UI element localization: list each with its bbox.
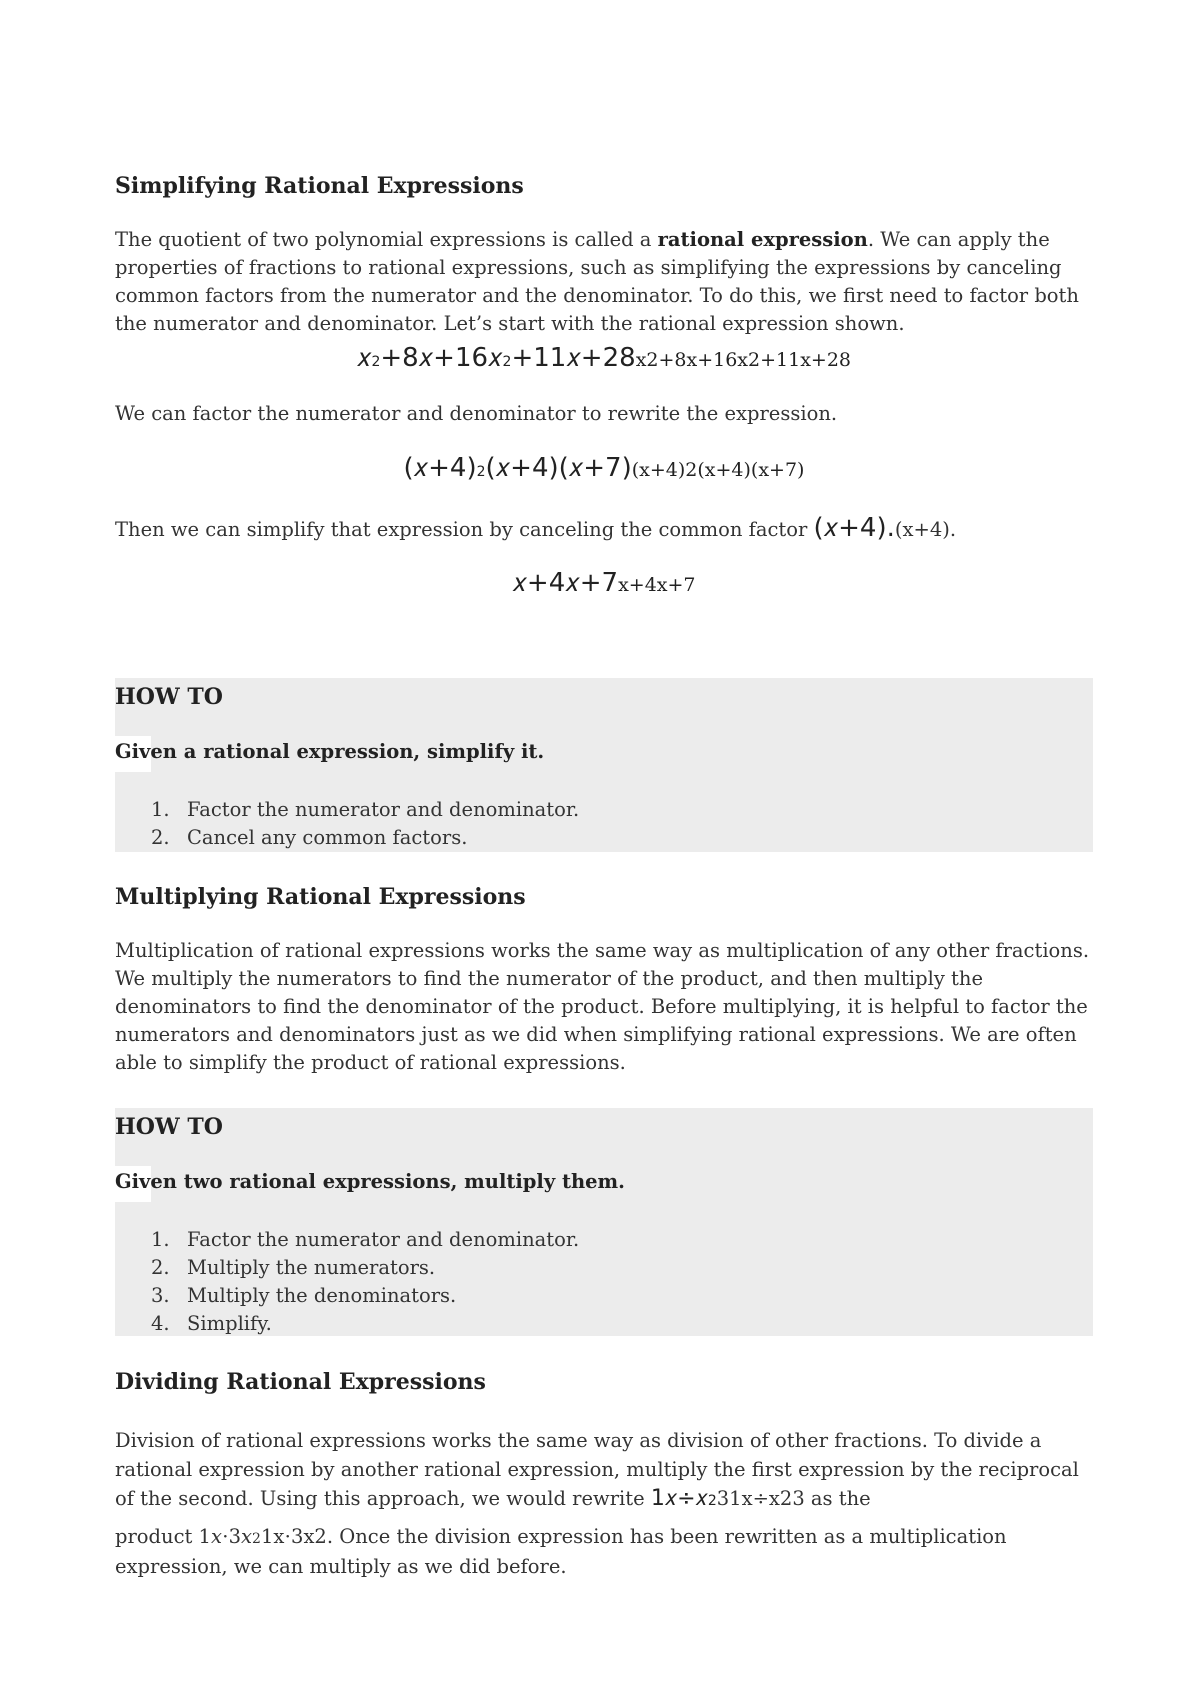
product-rendered: 1𝑥⋅3𝑥2 xyxy=(198,1525,261,1548)
divide-paragraph: Division of rational expressions works the same way as division of other fractions. To divide a rational expression by another rational expression, multiply the first expression by the reciprocal of the second. Using this approach, we would rewrite 1𝑥÷𝑥231x÷x23 as the xyxy=(115,1429,1079,1511)
section-title-dividing: Dividing Rational Expressions xyxy=(115,1369,486,1395)
howto-box-simplify xyxy=(115,678,1093,852)
product-plain: 1x⋅3x2 xyxy=(260,1525,327,1548)
common-factor-rendered: (𝑥+4). xyxy=(813,513,895,543)
common-factor-plain: (x+4). xyxy=(894,518,957,541)
term-rational-expression: rational expression xyxy=(657,228,868,251)
howto-box-multiply xyxy=(115,1108,1093,1336)
multiply-paragraph: Multiplication of rational expressions works the same way as multiplication of any other fractions. We multiply the numerators to find the numerator of the product, and then multiply the denominators to find the denominator of the product. Before multiplying, it is helpful to factor the numerators and denominators just as we did when simplifying rational expressions. We are often able to simplify the product of rational expressions. xyxy=(115,939,1090,1074)
howto-steps xyxy=(115,1226,1093,1338)
list-item: 2. Multiply the numerators. xyxy=(151,1256,436,1279)
howto-heading: HOW TO xyxy=(115,1114,223,1140)
howto-given: Given a rational expression, simplify it. xyxy=(115,740,545,763)
division-rendered: 1𝑥÷𝑥2 xyxy=(650,1486,717,1511)
list-item: 4. Simplify. xyxy=(151,1312,272,1335)
equation-2-plain: (x+4)2(x+4)(x+7) xyxy=(631,459,805,481)
product-paragraph: product 1𝑥⋅3𝑥21x⋅3x2. Once the division expression has been rewritten as a multiplication expression, we can multiply as we did before. xyxy=(115,1525,1007,1578)
equation-2-rendered: (𝑥+4)2(𝑥+4)(𝑥+7) xyxy=(403,453,632,483)
cancel-paragraph: Then we can simplify that expression by canceling the common factor (𝑥+4).(x+4). xyxy=(115,513,957,543)
equation-2 xyxy=(115,453,1093,484)
list-item: 1. Factor the numerator and denominator. xyxy=(151,798,580,821)
factor-paragraph: We can factor the numerator and denominator to rewrite the expression. xyxy=(115,402,838,425)
howto-heading: HOW TO xyxy=(115,684,223,710)
list-item: 2. Cancel any common factors. xyxy=(151,826,468,849)
equation-1-rendered: 𝑥2+8𝑥+16𝑥2+11𝑥+28 xyxy=(356,343,636,373)
howto-given: Given two rational expressions, multiply them. xyxy=(115,1170,625,1193)
intro-text-after: . We can apply the properties of fractions to rational expressions, such as simplifying the expressions by canceling common factors from the numerator and the denominator. To do this, we first need to factor both the numerator and denominator. Let’s start with the rational expression shown. xyxy=(115,228,1079,335)
section-title-multiplying: Multiplying Rational Expressions xyxy=(115,884,526,910)
equation-3 xyxy=(115,568,1093,599)
division-plain: 1x÷x23 xyxy=(729,1487,805,1510)
equation-3-plain: x+4x+7 xyxy=(618,574,696,596)
intro-paragraph xyxy=(115,226,1093,338)
list-item: 1. Factor the numerator and denominator. xyxy=(151,1228,580,1251)
equation-1 xyxy=(115,343,1093,374)
equation-1-plain: x2+8x+16x2+11x+28 xyxy=(635,349,852,371)
intro-text-before: The quotient of two polynomial expressions is called a xyxy=(115,228,658,251)
howto-steps xyxy=(115,796,1093,852)
list-item: 3. Multiply the denominators. xyxy=(151,1284,457,1307)
equation-3-rendered: 𝑥+4𝑥+7 xyxy=(512,568,619,598)
section-title-simplifying: Simplifying Rational Expressions xyxy=(115,173,524,199)
